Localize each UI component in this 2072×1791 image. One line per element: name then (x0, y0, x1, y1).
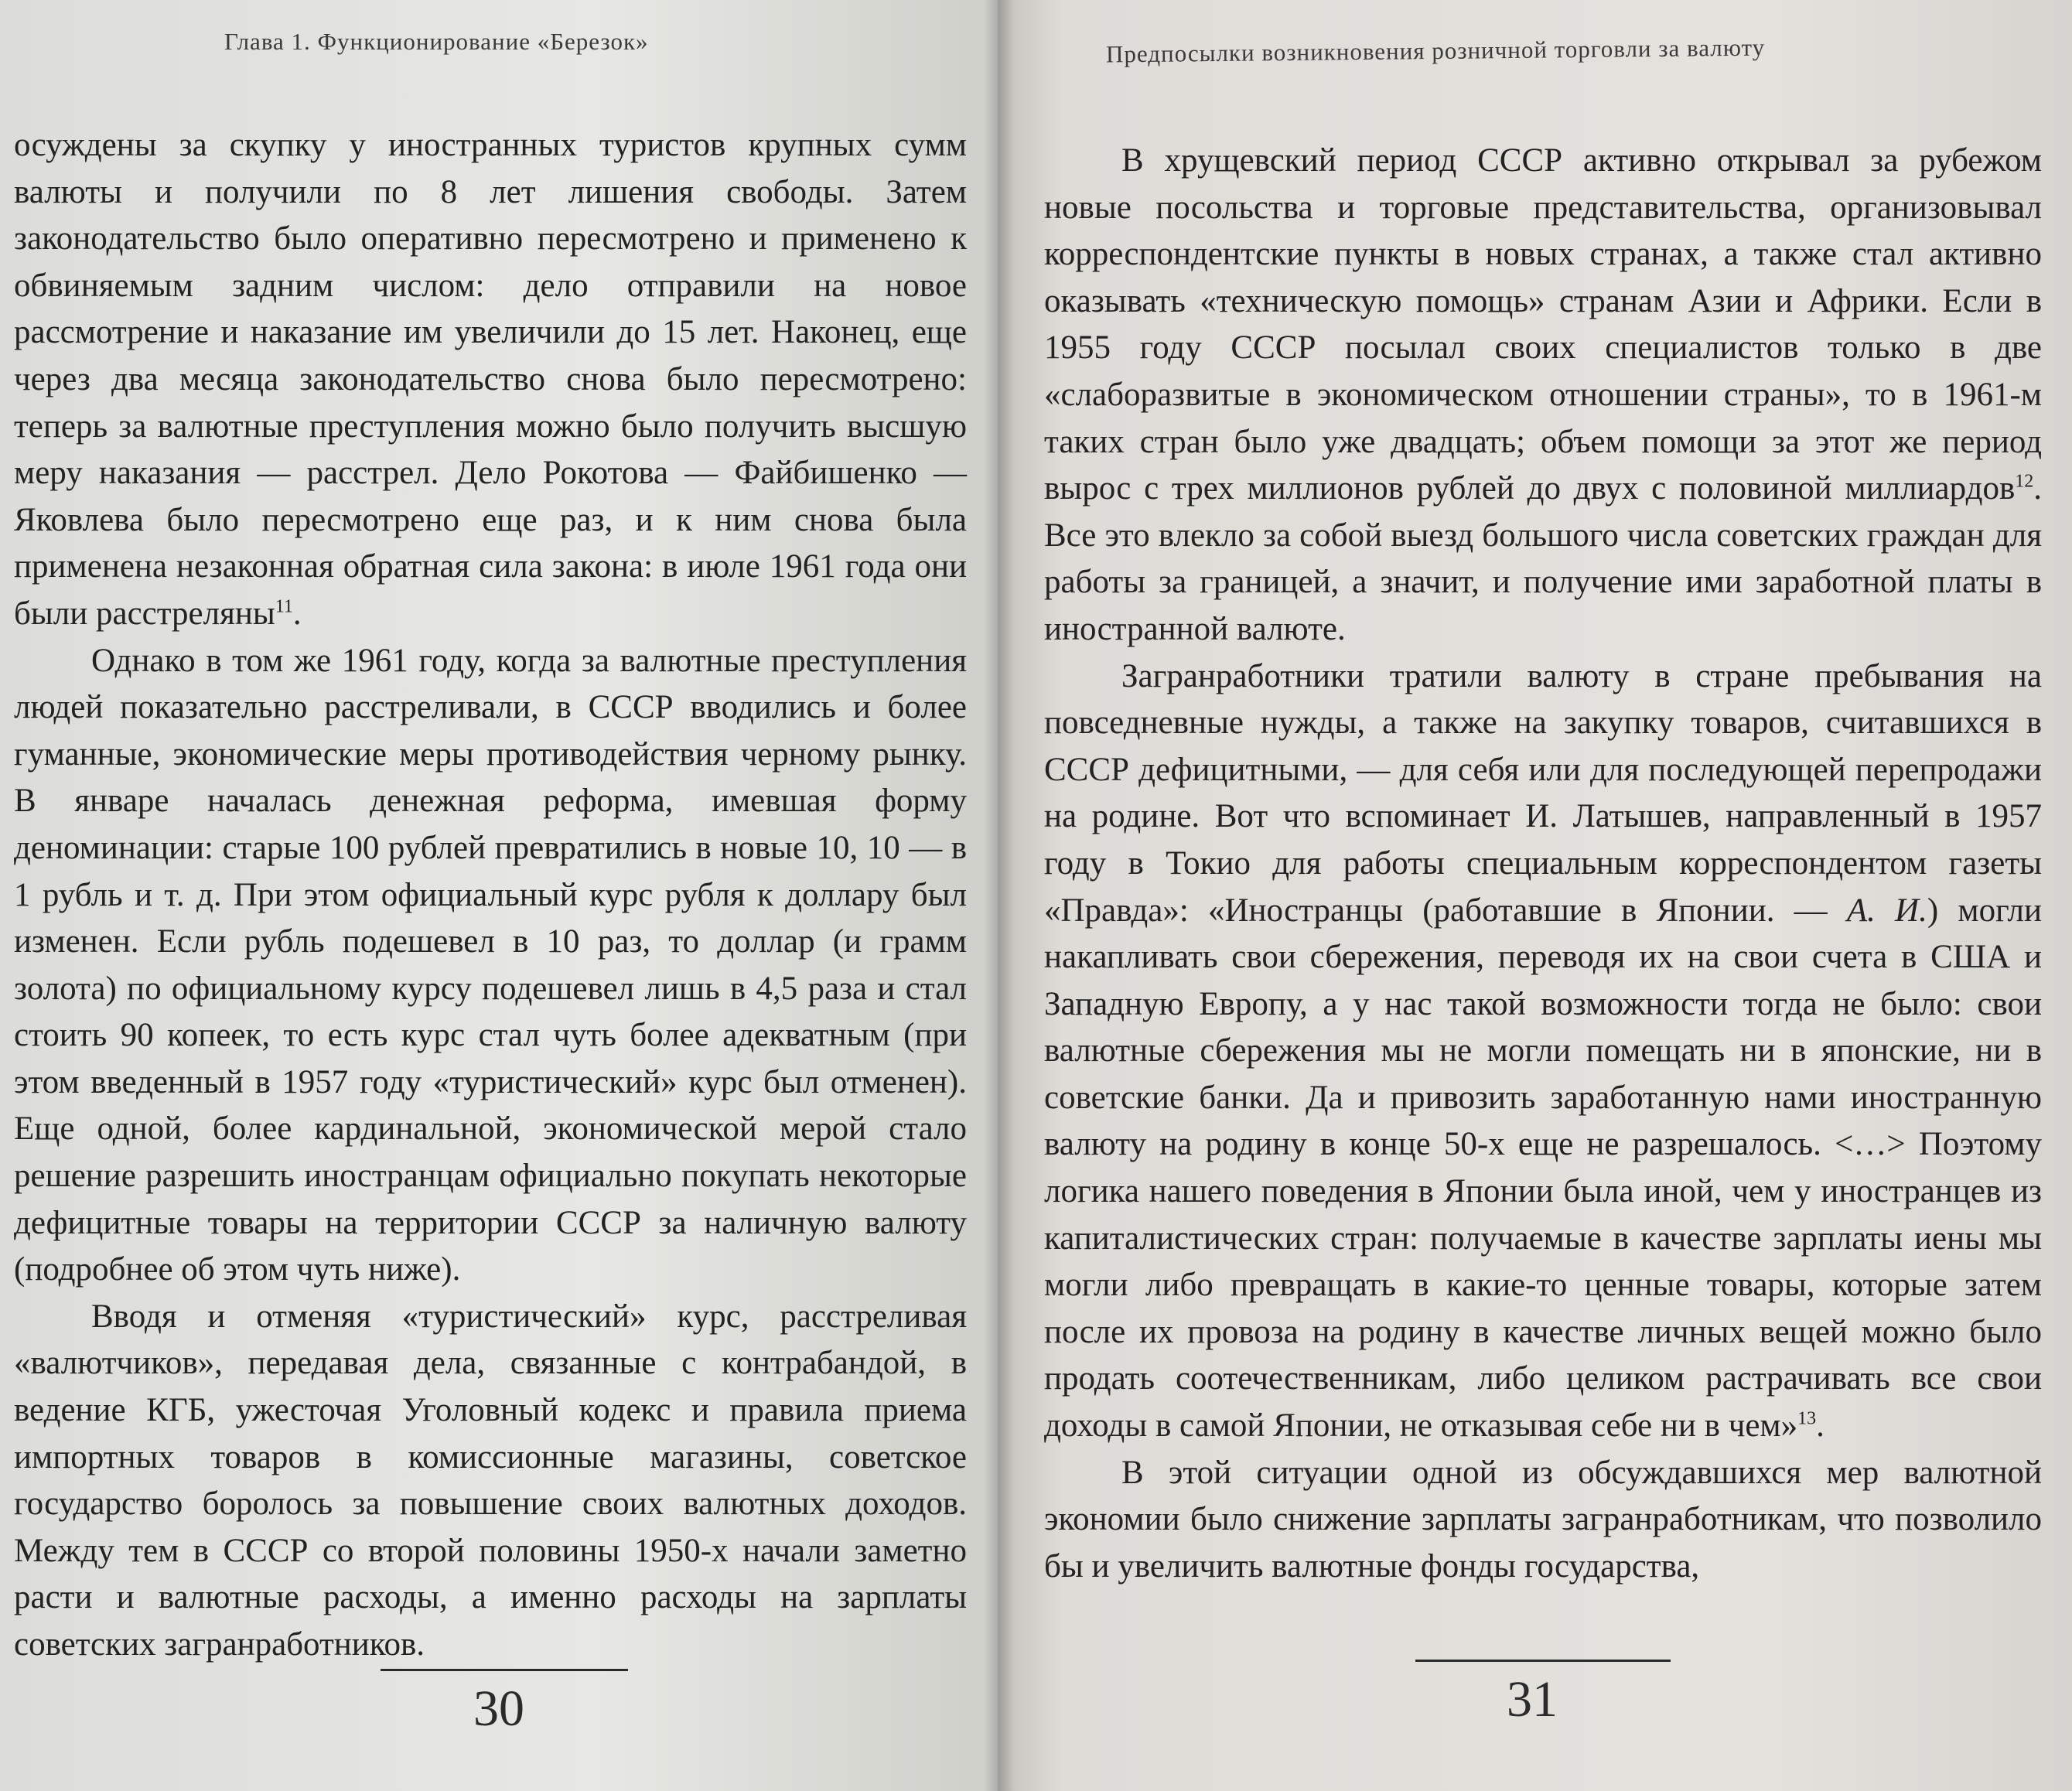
book-gutter (984, 0, 1015, 1791)
right-paragraph-3: В этой ситуации одной из обсуждавшихся мер валютной экономии было снижение зарплаты загранработникам, что позволило бы и увеличить валютные фонды государства, (1044, 1454, 2042, 1585)
left-paragraph-3: Вводя и отменяя «туристический» курс, расстреливая «валютчиков», передавая дела, связанные с контрабандой, в ведение КГБ, ужесточая Уголовный кодекс и правила приема импортных товаров в комиссионные магазины, советское государство боролось за повышение своих валютных доходов. Между тем в СССР со второй половины 1950-х начали заметно расти и валютные расходы, а именно расходы на зарплаты советских загранработников. (14, 1298, 967, 1663)
right-running-head: Предпосылки возникновения розничной торговли за валюту (1105, 33, 1766, 68)
right-page (998, 0, 2072, 1791)
author-initials: А. И. (1846, 892, 1927, 929)
left-page (0, 0, 998, 1791)
left-page-number: 30 (473, 1680, 524, 1737)
right-folio-rule (1415, 1660, 1671, 1662)
footnote-ref-12: 12 (2015, 471, 2034, 492)
footnote-ref-13: 13 (1797, 1408, 1817, 1429)
right-paragraph-2: Загранработники тратили валюту в стране пребывания на повседневные нужды, а также на закупку товаров, считавшихся в СССР дефицитными, — для себя или для последующей перепродажи на родине. Вот что вспоминает И. Латышев, направленный в 1957 году в Токио для работы специальным корреспондентом газеты «Правда»: «Иностранцы (работавшие в Японии. — А. И.) могли накапливать свои сбережения, переводя их на свои счета в США и Западную Европу, а у нас такой возможности тогда не было: свои валютные сбережения мы не могли помещать ни в японские, ни в советские банки. Да и привозить заработанную нами иностранную валюту на родину в конце 50-х еще не разрешалось. <…> Поэтому логика нашего поведения в Японии была иной, чем у иностранцев из капиталистических стран: получаемые в качестве зарплаты иены мы могли либо превращать в какие-то ценные товары, которые затем после их провоза на родину в качестве личных вещей можно было продать соотечественникам, либо целиком растрачивать все свои доходы в самой Японии, не отказывая себе ни в чем»$^{13}$. (1044, 657, 2042, 1445)
right-page-number: 31 (1507, 1671, 1558, 1728)
footnote-ref-11: 11 (275, 596, 293, 617)
right-paragraph-1: В хрущевский период СССР активно открывал за рубежом новые посольства и торговые представительства, организовывал корреспондентские пункты в новых странах, а также стал активно оказывать «техническую помощь» странам Азии и Африки. Если в 1955 году СССР посылал своих специалистов только в две «слаборазвитые в экономическом отношении страны», то в 1961-м таких стран было уже двадцать; объем помощи за этот же период вырос с трех миллионов рублей до двух с половиной миллиардов$^{12}$. Все это влекло за собой выезд большого числа советских граждан для работы за границей, а значит, и получение ими заработной платы в иностранной валюте. (1044, 142, 2042, 647)
left-folio-rule (381, 1669, 628, 1671)
left-running-head: Глава 1. Функционирование «Березок» (224, 28, 649, 55)
left-paragraph-2: Однако в том же 1961 году, когда за валютные преступления людей показательно расстреливали, в СССР вводились и более гуманные, экономические меры противодействия черному рынку. В январе началась денежная реформа, имевшая форму деноминации: старые 100 рублей превратились в новые 10, 10 — в 1 рубль и т. д. При этом официальный курс рубля к доллару был изменен. Если рубль подешевел в 10 раз, то доллар (и грамм золота) по официальному курсу подешевел лишь в 4,5 раза и стал стоить 90 копеек, то есть курс стал чуть более адекватным (при этом введенный в 1957 году «туристический» курс был отменен). Еще одной, более кардинальной, экономической мерой стало решение разрешить иностранцам официально покупать некоторые дефицитные товары на территории СССР за наличную валюту (подробнее об этом чуть ниже). (14, 642, 967, 1288)
left-paragraph-1: осуждены за скупку у иностранных туристов крупных сумм валюты и получили по 8 лет лишения свободы. Затем законодательство было оперативно пересмотрено и применено к обвиняемым задним числом: дело отправили на новое рассмотрение и наказание им увеличили до 15 лет. Наконец, еще через два месяца законодательство снова было пересмотрено: теперь за валютные преступления можно было получить высшую меру наказания — расстрел. Дело Рокотова — Файбишенко — Яковлева было пересмотрено еще раз, и к ним снова была применена незаконная обратная сила закона: в июле 1961 года они были расстреляны$^{11}$. (14, 127, 967, 632)
right-page-text (1044, 138, 2042, 1590)
left-page-text (14, 122, 967, 1669)
